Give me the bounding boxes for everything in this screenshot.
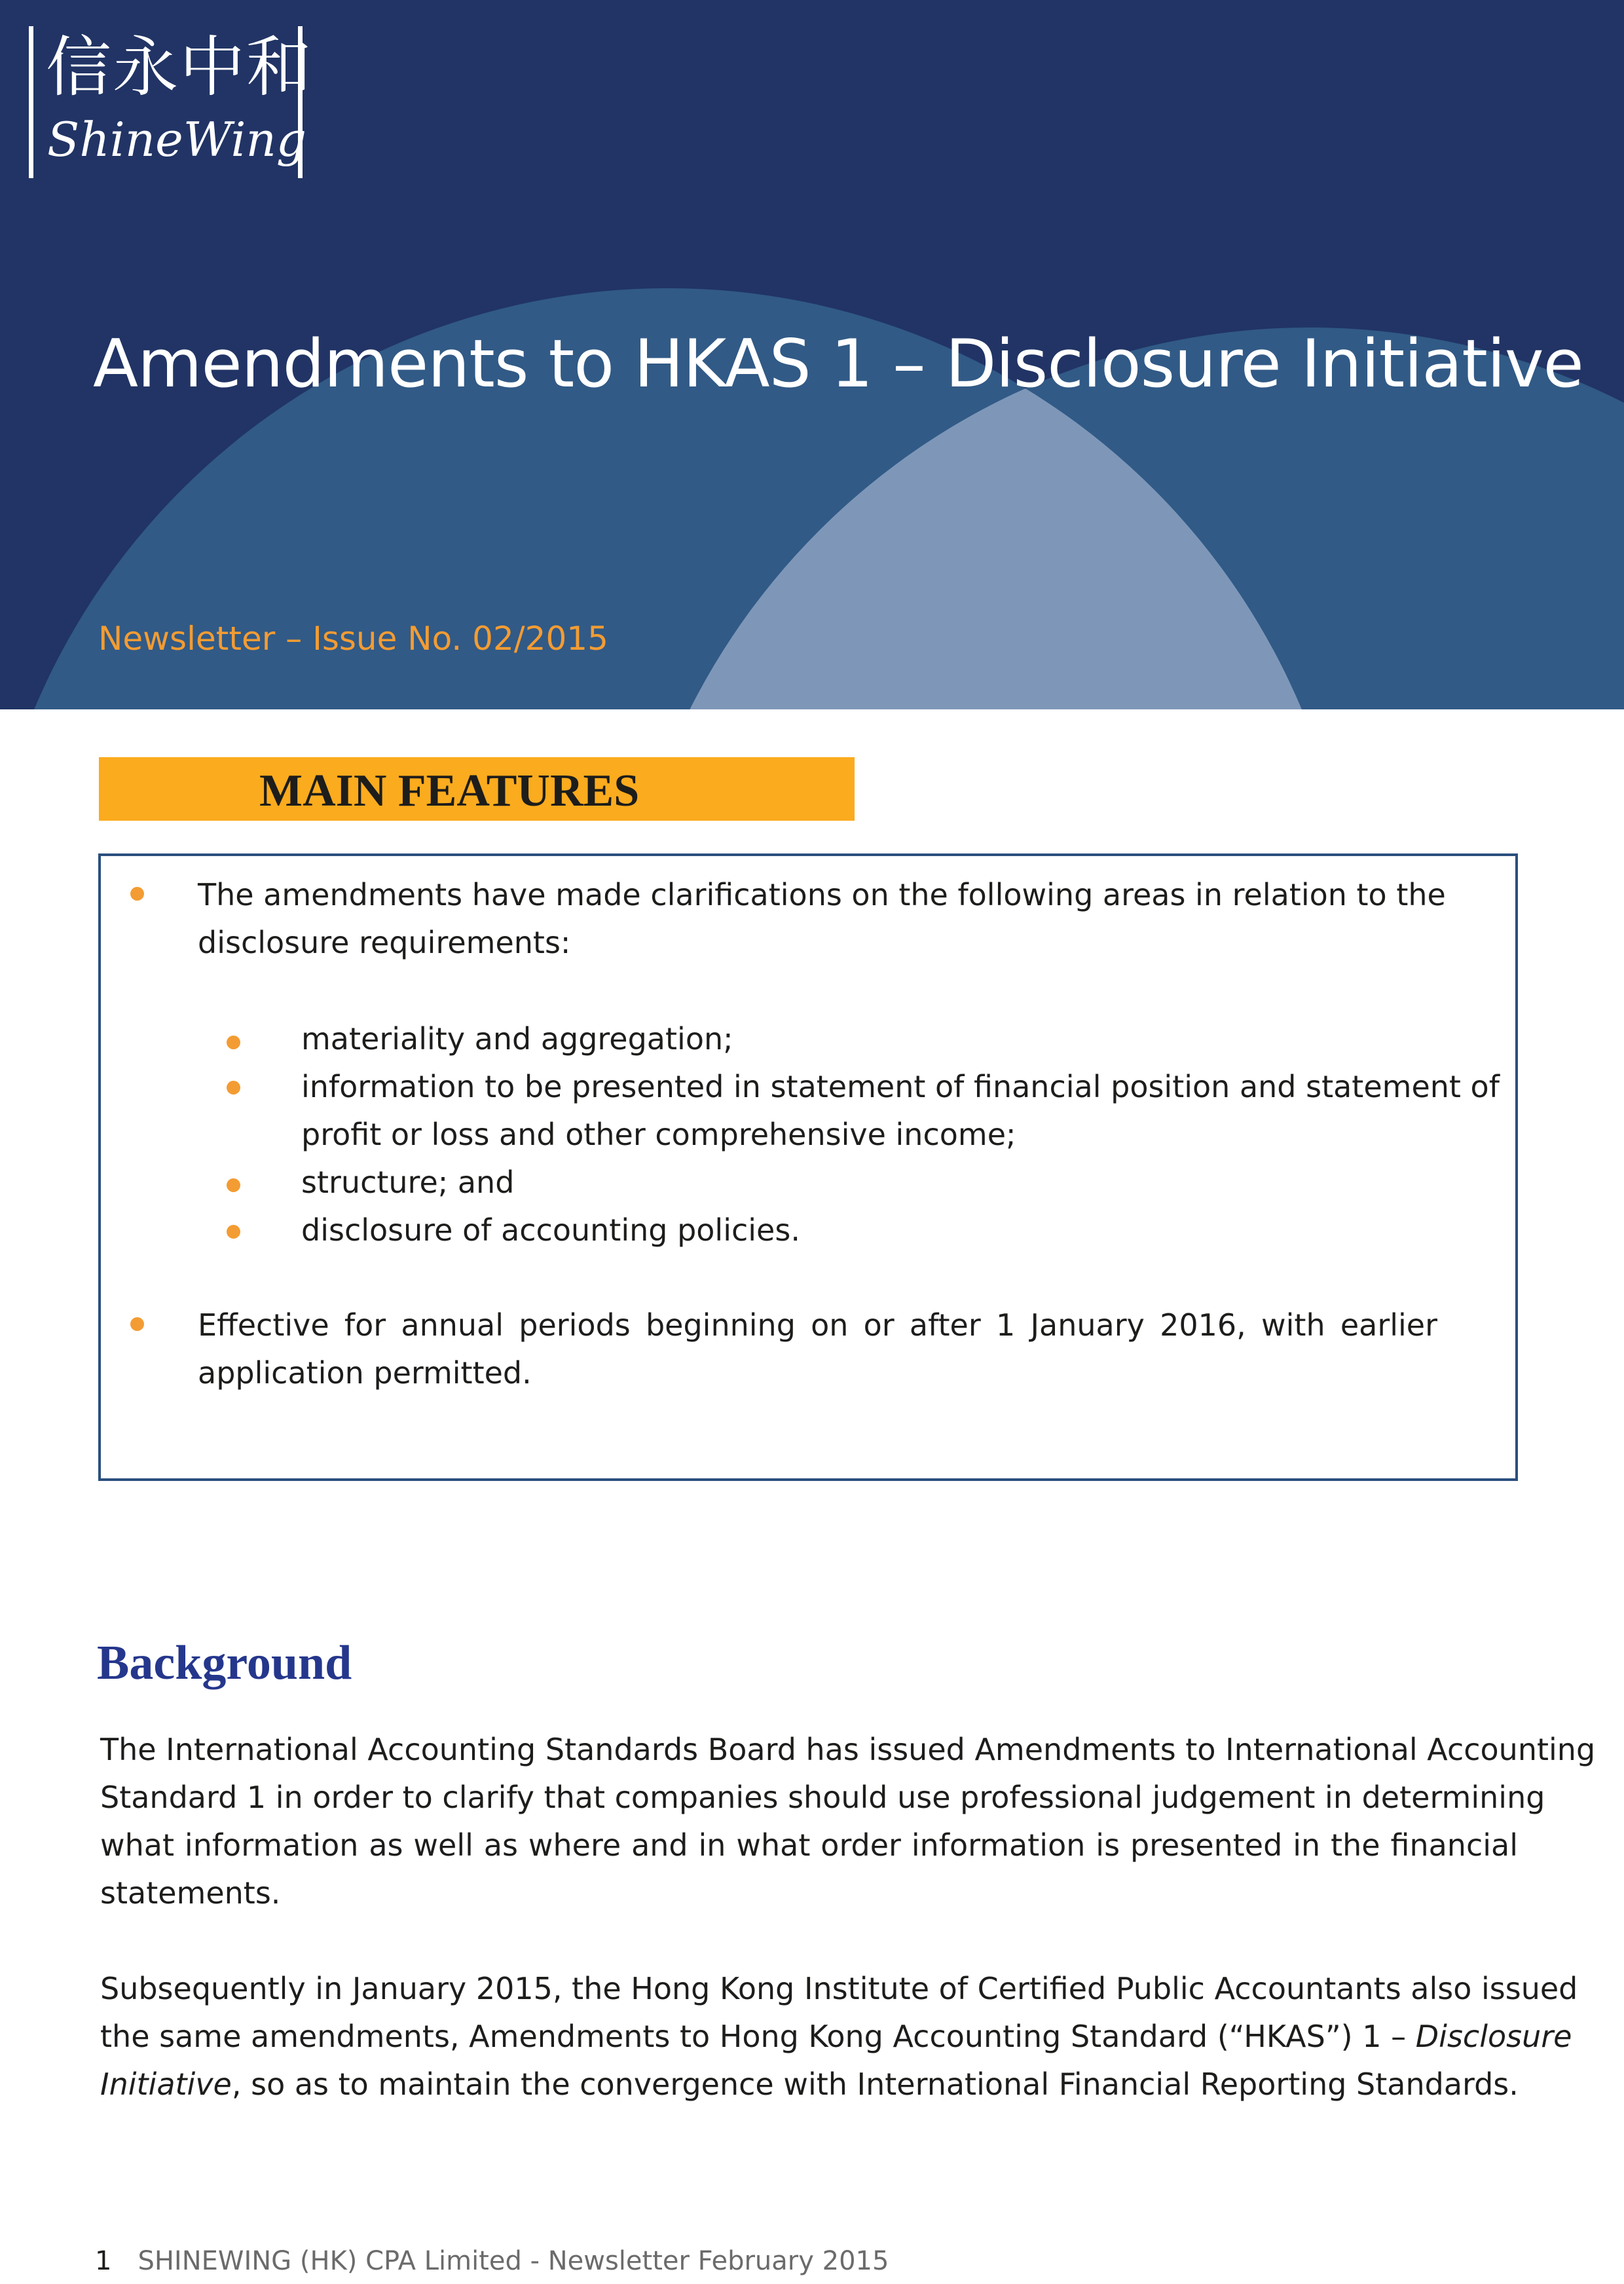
sub-item-information-cont: profit or loss and other comprehensive income; (301, 1117, 1016, 1152)
paragraph-line (100, 2061, 1518, 2108)
shinewing-logo (29, 26, 313, 178)
sub-bullet-dot (227, 1081, 240, 1095)
sub-bullet-dot (227, 1225, 240, 1239)
bullet-dot (130, 1317, 144, 1331)
footer-text: SHINEWING (HK) CPA Limited - Newsletter February 2015 (138, 2246, 889, 2276)
paragraph-line: Subsequently in January 2015, the Hong Kong Institute of Certified Public Accountants also issued (100, 1971, 1578, 2006)
bullet-line: application permitted. (198, 1355, 532, 1391)
header-banner (0, 0, 1624, 709)
paragraph-line: The International Accounting Standards Board has issued Amendments to International Accounting (100, 1732, 1596, 1767)
paragraph-line: what information as well as where and in what order information is presented in the financial (100, 1827, 1518, 1863)
bullet-item-effective (198, 1301, 1437, 1397)
paragraph-text: , so as to maintain the convergence with International Financial Reporting Standards. (231, 2067, 1519, 2102)
sub-item-disclosure: disclosure of accounting policies. (301, 1212, 800, 1248)
logo-left-bar (29, 26, 33, 178)
page-footer (95, 2243, 889, 2279)
italic-title-text: Initiative (100, 2067, 232, 2102)
page-number: 1 (95, 2246, 112, 2276)
paragraph-line: statements. (100, 1875, 281, 1911)
main-features-heading-bar (99, 757, 855, 821)
bullet-item-clarifications (198, 871, 1446, 967)
background-heading: Background (97, 1636, 352, 1690)
background-paragraph-1 (100, 1726, 1596, 1917)
main-features-heading: MAIN FEATURES (259, 766, 640, 816)
paragraph-line (100, 2013, 1572, 2061)
bullet-dot (130, 887, 144, 901)
sub-bullet-dot (227, 1036, 240, 1049)
sub-item-information: information to be presented in statement of financial position and statement of (301, 1069, 1500, 1104)
background-paragraph-2 (100, 1965, 1578, 2108)
paragraph-line: Standard 1 in order to clarify that companies should use professional judgement in determining (100, 1780, 1545, 1815)
sub-bullet-dot (227, 1178, 240, 1192)
paragraph-text: the same amendments, Amendments to Hong Kong Accounting Standard (“HKAS”) 1 – (100, 2019, 1416, 2054)
sub-item-structure: structure; and (301, 1165, 515, 1200)
logo-chinese-text: 信永中和 (46, 29, 313, 105)
logo-english-text: ShineWing (47, 112, 306, 167)
bullet-line: The amendments have made clarifications on the following areas in relation to the (198, 877, 1446, 912)
bullet-line: Effective for annual periods beginning on or after 1 January 2016, with earlier (198, 1307, 1437, 1343)
page-title: Amendments to HKAS 1 – Disclosure Initiative (93, 325, 1583, 402)
italic-title-text: Disclosure (1415, 2019, 1572, 2054)
issue-label: Newsletter – Issue No. 02/2015 (98, 620, 608, 658)
sub-item-materiality: materiality and aggregation; (301, 1021, 733, 1057)
bullet-line: disclosure requirements: (198, 925, 571, 960)
